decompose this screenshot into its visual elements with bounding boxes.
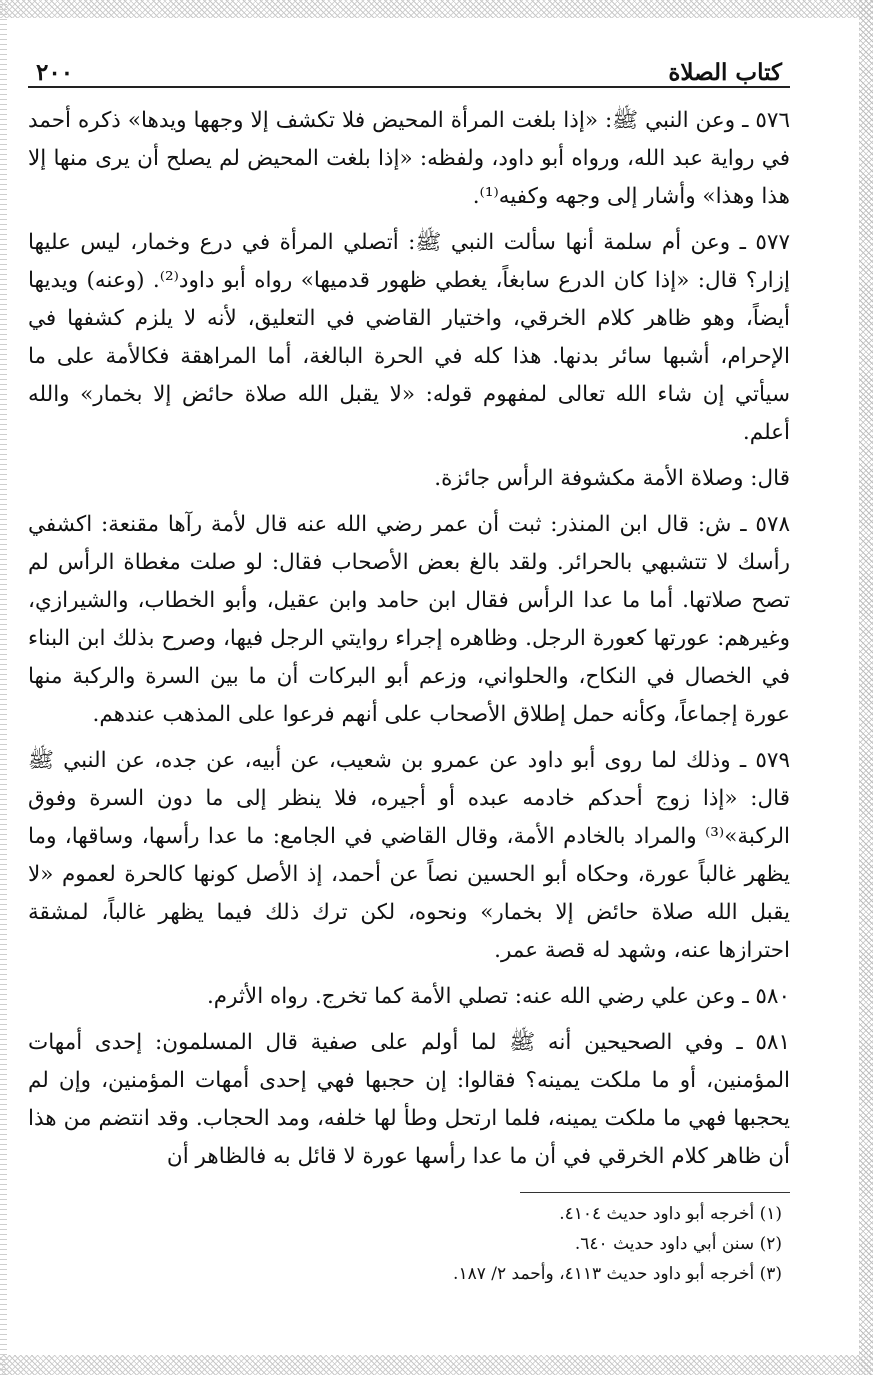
decorative-border-top xyxy=(0,0,873,18)
footnote-3: (٣) أخرجه أبو داود حديث ٤١١٣، وأحمد ٢/ ١٨٧. xyxy=(453,1264,782,1284)
book-page xyxy=(28,48,790,1289)
paragraph-579: ٥٧٩ ـ وذلك لما روى أبو داود عن عمرو بن شعيب، عن أبيه، عن جده، عن النبي ﷺ قال: «إذا زوج أحدكم خادمه عبده أو أجيره، فلا ينظر إلى ما دون السرة وفوق الركبة»⁽³⁾ والمراد بالخادم الأمة، وقال القاضي في الجامع: ما عدا رأسها، وساقها، وما يظهر غالباً عورة، وحكاه أبو الحسين نصاً عن أحمد، إذ الأصل كونها كالحرة لعموم «لا يقبل الله صلاة حائض إلا بخمار» ونحوه، لكن ترك ذلك فيما يظهر غالباً، لمشقة احترازها عنه، وشهد له قصة عمر. xyxy=(28,748,790,963)
statement-qal: قال: وصلاة الأمة مكشوفة الرأس جائزة. xyxy=(434,466,790,491)
paragraph-577: ٥٧٧ ـ وعن أم سلمة أنها سألت النبي ﷺ: أتصلي المرأة في درع وخمار، ليس عليها إزار؟ قال: «إذا كان الدرع سابغاً، يغطي ظهور قدميها» رواه أبو داود⁽²⁾. (وعنه) ويديها أيضاً، وهو ظاهر كلام الخرقي، واختيار القاضي في التعليق، لأنه لا يلزم كشفها في الإحرام، أشبها سائر بدنها. هذا كله في الحرة البالغة، أما المراهقة فكالأمة على ما سيأتي إن شاء الله تعالى لمفهوم قوله: «لا يقبل الله صلاة حائض إلا بخمار» والله أعلم. xyxy=(28,230,790,445)
decorative-border-left xyxy=(0,0,7,1375)
page-header xyxy=(28,48,790,88)
paragraph-576: ٥٧٦ ـ وعن النبي ﷺ: «إذا بلغت المرأة المحيض فلا تكشف إلا وجهها ويدها» ذكره أحمد في رواية عبد الله، ورواه أبو داود، ولفظه: «إذا بلغت المحيض لم يصلح أن يرى منها إلا هذا وهذا» وأشار إلى وجهه وكفيه⁽¹⁾. xyxy=(28,108,790,209)
page-number: ٢٠٠ xyxy=(36,59,74,86)
paragraph-580: ٥٨٠ ـ وعن علي رضي الله عنه: تصلي الأمة كما تخرج. رواه الأثرم. xyxy=(206,984,790,1009)
decorative-border-bottom xyxy=(0,1355,873,1375)
footnotes xyxy=(28,1199,790,1289)
running-title: كتاب الصلاة xyxy=(668,59,782,86)
paragraph-581: ٥٨١ ـ وفي الصحيحين أنه ﷺ لما أولم على صفية قال المسلمون: إحدى أمهات المؤمنين، أو ما ملكت يمينه؟ فقالوا: إن حجبها فهي إحدى أمهات المؤمنين، وإن لم يحجبها فهي ما ملكت يمينه، فلما ارتحل وطأ لها خلفه، ومد الحجاب. وقد انتضم من هذا أن ظاهر كلام الخرقي في أن ما عدا رأسها عورة لا قائل به فالظاهر أن xyxy=(28,1030,791,1169)
paragraph-578: ٥٧٨ ـ ش: قال ابن المنذر: ثبت أن عمر رضي الله عنه قال لأمة رآها مقنعة: اكشفي رأسك لا تتشبهي بالحرائر. ولقد بالغ بعض الأصحاب فقال: لو صلت مغطاة الرأس لم تصح صلاتها. أما ما عدا الرأس فقال ابن حامد وابن عقيل، وأبو الخطاب، والشيرازي، وغيرهم: عورتها كعورة الرجل. وظاهره إجراء روايتي الرجل فيها، وصرح بذلك ابن البناء في الخصال في النكاح، والحلواني، وزعم أبو البركات أن ما بين السرة والركبة منها عورة إجماعاً، وكأنه حمل إطلاق الأصحاب على أنهم فرعوا على المذهب عندهم. xyxy=(28,512,790,727)
main-text xyxy=(28,102,790,1176)
footnote-divider xyxy=(520,1192,790,1193)
footnote-1: (١) أخرجه أبو داود حديث ٤١٠٤. xyxy=(559,1204,782,1224)
footnote-2: (٢) سنن أبي داود حديث ٦٤٠. xyxy=(574,1234,782,1254)
decorative-border-right xyxy=(859,0,873,1375)
